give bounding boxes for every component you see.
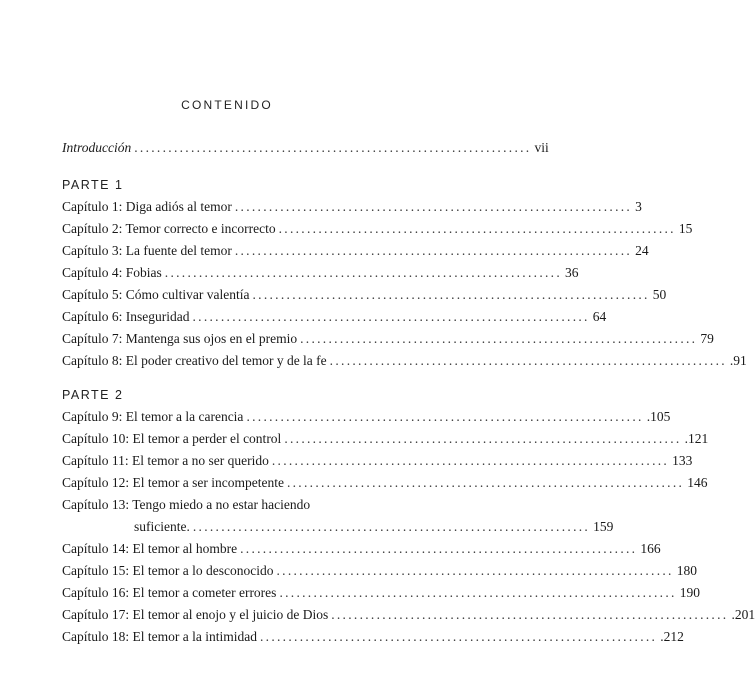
dot-leader: ...................................................................... (134, 140, 532, 155)
dot-leader: ...................................................................... (286, 475, 685, 490)
part-1-label: PARTE 1 (62, 178, 124, 192)
entry-title: Capítulo 7: Mantenga sus ojos en el premio (62, 331, 298, 346)
dot-leader: ...................................................................... (234, 243, 633, 258)
entry-page: .91 (729, 353, 747, 368)
entry-page: .105 (646, 409, 671, 424)
entry-title-cont: suficiente. (134, 519, 190, 534)
entry-title: Capítulo 10: El temor a perder el control (62, 431, 282, 446)
toc-entry (62, 627, 684, 647)
dot-leader: ...................................................................... (300, 331, 698, 346)
toc-entry (62, 263, 579, 283)
entry-title: Capítulo 11: El temor a no ser querido (62, 453, 269, 468)
toc-entry (62, 351, 747, 371)
entry-title: Capítulo 6: Inseguridad (62, 309, 190, 324)
dot-leader: ...................................................................... (192, 309, 590, 324)
entry-page: vii (534, 140, 549, 155)
toc-entry-continuation (134, 517, 614, 537)
dot-leader: ...................................................................... (278, 221, 676, 236)
entry-title: Capítulo 8: El poder creativo del temor y de la fe (62, 353, 327, 368)
dot-leader: ...................................................................... (284, 431, 682, 446)
dot-leader: ...................................................................... (240, 541, 638, 556)
entry-page: 159 (593, 519, 614, 534)
dot-leader: ...................................................................... (279, 585, 677, 600)
entry-page: 133 (672, 453, 693, 468)
dot-leader: ...................................................................... (252, 287, 650, 302)
entry-page: 15 (678, 221, 693, 236)
entry-title: Capítulo 3: La fuente del temor (62, 243, 232, 258)
dot-leader: ...................................................................... (329, 353, 727, 368)
toc-entry (62, 307, 607, 327)
toc-entry (62, 197, 642, 217)
toc-entry (62, 473, 708, 493)
toc-entry (62, 539, 661, 559)
entry-title: Capítulo 17: El temor al enojo y el juicio de Dios (62, 607, 329, 622)
toc-entry (62, 429, 709, 449)
toc-heading: CONTENIDO (181, 98, 273, 112)
entry-page: .212 (660, 629, 684, 644)
entry-title: Introducción (62, 140, 132, 155)
toc-entry (62, 219, 693, 239)
entry-title: Capítulo 15: El temor a lo desconocido (62, 563, 274, 578)
entry-title: Capítulo 18: El temor a la intimidad (62, 629, 257, 644)
entry-title: Capítulo 2: Temor correcto e incorrecto (62, 221, 276, 236)
entry-page: .201 (731, 607, 755, 622)
dot-leader: ...................................................................... (164, 265, 563, 280)
entry-title: Capítulo 12: El temor a ser incompetente (62, 475, 284, 490)
toc-entry (62, 329, 714, 349)
entry-page: 64 (592, 309, 607, 324)
entry-page: 36 (565, 265, 579, 280)
entry-title: Capítulo 14: El temor al hombre (62, 541, 238, 556)
dot-leader: ...................................................................... (234, 199, 633, 214)
entry-page: 146 (687, 475, 708, 490)
entry-title: Capítulo 9: El temor a la carencia (62, 409, 244, 424)
entry-page: 24 (635, 243, 649, 258)
toc-entry (62, 241, 649, 261)
entry-title: Capítulo 4: Fobias (62, 265, 162, 280)
dot-leader: ...................................................................... (192, 519, 591, 534)
toc-entry-intro (62, 138, 549, 158)
dot-leader: ...................................................................... (259, 629, 658, 644)
part-2-label: PARTE 2 (62, 388, 124, 402)
entry-page: 79 (700, 331, 714, 346)
dot-leader: ...................................................................... (276, 563, 674, 578)
toc-entry (62, 285, 667, 305)
entry-page: 190 (679, 585, 700, 600)
toc-entry (62, 605, 755, 625)
toc-entry (62, 561, 697, 581)
entry-title: Capítulo 5: Cómo cultivar valentía (62, 287, 250, 302)
toc-entry-title-wrapped: Capítulo 13: Tengo miedo a no estar haciendo (62, 497, 311, 512)
entry-title: Capítulo 1: Diga adiós al temor (62, 199, 232, 214)
entry-page: 3 (635, 199, 642, 214)
dot-leader: ...................................................................... (271, 453, 670, 468)
entry-page: 50 (652, 287, 667, 302)
entry-page: 166 (640, 541, 661, 556)
toc-entry (62, 407, 671, 427)
dot-leader: ...................................................................... (246, 409, 644, 424)
entry-page: .121 (684, 431, 709, 446)
toc-entry (62, 583, 700, 603)
entry-page: 180 (676, 563, 697, 578)
toc-entry (62, 451, 693, 471)
entry-title: Capítulo 16: El temor a cometer errores (62, 585, 277, 600)
dot-leader: ...................................................................... (331, 607, 729, 622)
